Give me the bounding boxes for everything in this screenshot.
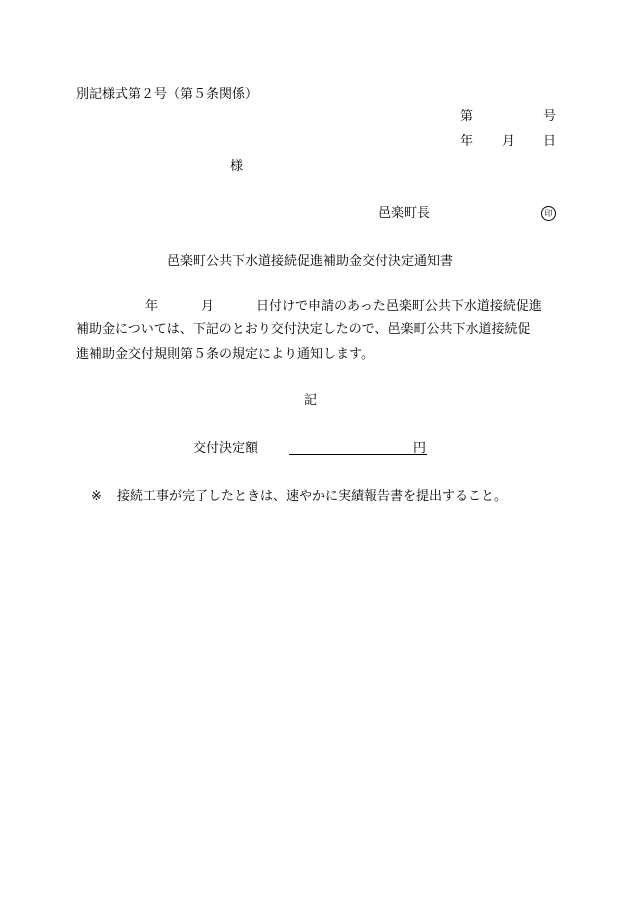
issuer-title: 邑楽町長 — [378, 206, 431, 221]
amount-label: 交付決定額 — [193, 441, 259, 456]
form-number: 別記様式第２号（第５条関係） — [76, 87, 259, 102]
ki-heading: 記 — [304, 393, 318, 408]
body-line-2: 補助金については、下記のとおり交付決定したので、邑楽町公共下水道接続促 — [76, 322, 531, 337]
document-title: 邑楽町公共下水道接続促進補助金交付決定通知書 — [167, 254, 454, 269]
document-number-suffix: 号 — [543, 109, 557, 124]
note-mark: ※ — [91, 489, 102, 504]
body-date-month: 月 — [201, 299, 215, 314]
body-line-3: 進補助金交付規則第５条の規定により通知します。 — [76, 347, 374, 362]
date-month-label: 月 — [502, 134, 516, 149]
body-date-year: 年 — [145, 299, 159, 314]
amount-underline — [289, 454, 427, 455]
document-number-prefix: 第 — [460, 109, 474, 124]
amount-unit: 円 — [413, 441, 427, 456]
note-text: 接続工事が完了したときは、速やかに実績報告書を提出すること。 — [117, 489, 508, 504]
body-line-1: 日付けで申請のあった邑楽町公共下水道接続促進 — [256, 299, 542, 314]
seal-mark: 印 — [541, 206, 556, 221]
addressee-honorific: 様 — [230, 159, 244, 174]
date-year-label: 年 — [460, 134, 474, 149]
date-day-label: 日 — [543, 134, 557, 149]
